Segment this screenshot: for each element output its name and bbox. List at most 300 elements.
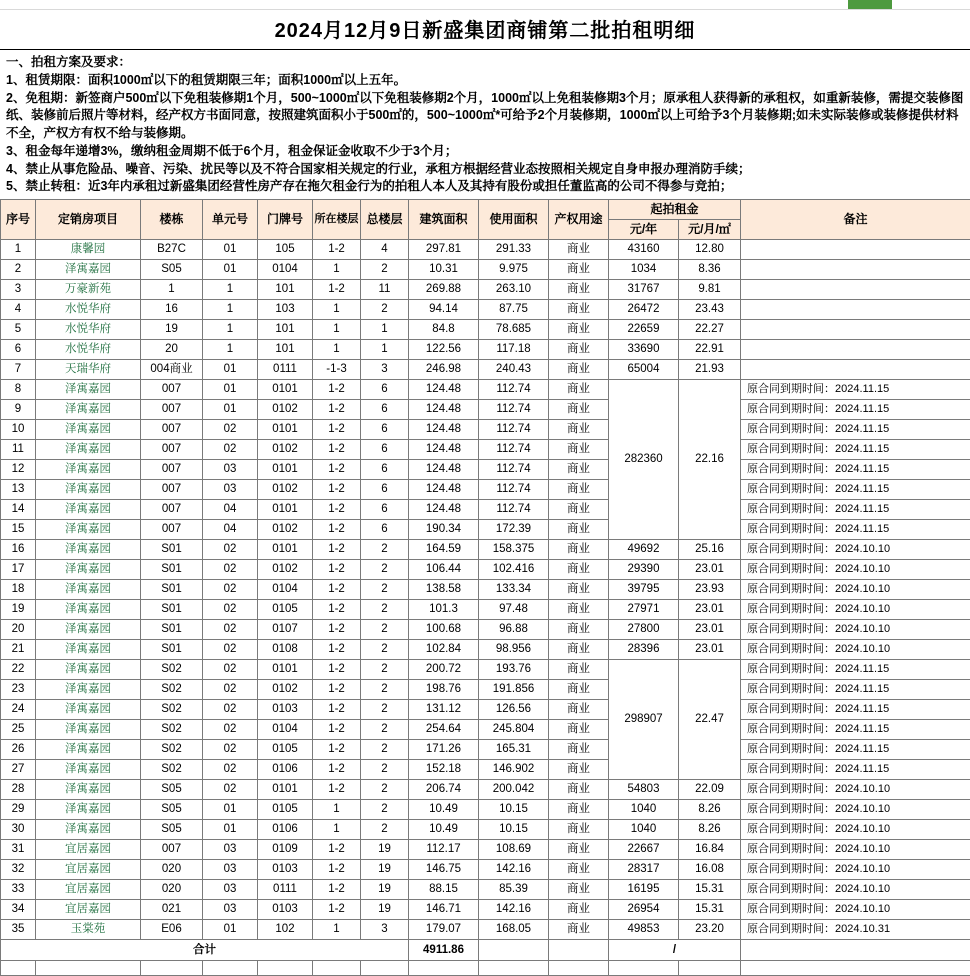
row-unit: 02 (203, 780, 258, 800)
row-build-area: 124.48 (409, 420, 479, 440)
row-unit: 01 (203, 400, 258, 420)
row-build-area: 131.12 (409, 700, 479, 720)
row-floor-total: 2 (361, 680, 409, 700)
row-price-month: 23.01 (679, 640, 741, 660)
row-unit: 04 (203, 520, 258, 540)
row-usage: 商业 (549, 860, 609, 880)
row-unit: 02 (203, 720, 258, 740)
row-price-year: 28396 (609, 640, 679, 660)
row-use-area: 10.15 (479, 820, 549, 840)
table-row (1, 840, 970, 860)
row-usage: 商业 (549, 600, 609, 620)
row-project: 宜居嘉园 (36, 860, 141, 880)
row-use-area: 10.15 (479, 800, 549, 820)
row-floor-total: 2 (361, 760, 409, 780)
row-usage: 商业 (549, 440, 609, 460)
row-usage: 商业 (549, 820, 609, 840)
row-unit: 03 (203, 860, 258, 880)
table-row (1, 340, 970, 360)
row-seq: 22 (1, 660, 36, 680)
row-unit: 02 (203, 580, 258, 600)
row-build-area: 146.71 (409, 900, 479, 920)
row-floor-total: 2 (361, 580, 409, 600)
row-use-area: 112.74 (479, 500, 549, 520)
row-floor-total: 19 (361, 900, 409, 920)
row-use-area: 146.902 (479, 760, 549, 780)
row-remark: 原合同到期时间：2024.11.15 (741, 700, 970, 720)
row-project: 泽寓嘉园 (36, 500, 141, 520)
row-price-month: 16.84 (679, 840, 741, 860)
row-seq: 13 (1, 480, 36, 500)
row-remark: 原合同到期时间：2024.11.15 (741, 760, 970, 780)
row-floor-total: 6 (361, 520, 409, 540)
row-seq: 31 (1, 840, 36, 860)
blank-cell-10 (549, 961, 609, 976)
row-use-area: 240.43 (479, 360, 549, 380)
row-door: 0102 (258, 560, 313, 580)
table-row (1, 580, 970, 600)
row-unit: 02 (203, 680, 258, 700)
row-price-year: 282360 (609, 380, 679, 540)
row-price-month: 23.01 (679, 620, 741, 640)
table-row (1, 780, 970, 800)
row-project: 泽寓嘉园 (36, 720, 141, 740)
row-building: 007 (141, 400, 203, 420)
row-floor-in: 1-2 (313, 520, 361, 540)
row-use-area: 78.685 (479, 320, 549, 340)
row-price-year: 1040 (609, 820, 679, 840)
row-seq: 32 (1, 860, 36, 880)
row-unit: 02 (203, 760, 258, 780)
chrome-divider (0, 9, 970, 10)
row-building: S02 (141, 720, 203, 740)
row-use-area: 117.18 (479, 340, 549, 360)
row-building: 021 (141, 900, 203, 920)
row-seq: 9 (1, 400, 36, 420)
row-building: B27C (141, 240, 203, 260)
row-building: S01 (141, 620, 203, 640)
row-usage: 商业 (549, 420, 609, 440)
row-door: 105 (258, 240, 313, 260)
row-seq: 7 (1, 360, 36, 380)
row-building: 007 (141, 440, 203, 460)
row-unit: 02 (203, 540, 258, 560)
row-price-year: 27800 (609, 620, 679, 640)
row-floor-in: 1 (313, 920, 361, 940)
row-price-year: 31767 (609, 280, 679, 300)
row-seq: 12 (1, 460, 36, 480)
row-use-area: 263.10 (479, 280, 549, 300)
row-usage: 商业 (549, 260, 609, 280)
row-unit: 02 (203, 620, 258, 640)
row-price-year: 22659 (609, 320, 679, 340)
row-floor-total: 2 (361, 560, 409, 580)
row-use-area: 200.042 (479, 780, 549, 800)
row-project: 泽寓嘉园 (36, 600, 141, 620)
row-use-area: 112.74 (479, 440, 549, 460)
total-row (1, 940, 970, 961)
row-remark (741, 360, 970, 380)
row-floor-in: 1-2 (313, 240, 361, 260)
table-row (1, 320, 970, 340)
blank-cell-9 (479, 961, 549, 976)
row-seq: 19 (1, 600, 36, 620)
table-row (1, 300, 970, 320)
row-build-area: 124.48 (409, 460, 479, 480)
row-door: 0105 (258, 800, 313, 820)
row-door: 0102 (258, 400, 313, 420)
row-price-month: 22.16 (679, 380, 741, 540)
row-building: S02 (141, 680, 203, 700)
row-build-area: 10.49 (409, 800, 479, 820)
row-price-year: 27971 (609, 600, 679, 620)
table-row (1, 420, 970, 440)
row-project: 泽寓嘉园 (36, 260, 141, 280)
row-usage: 商业 (549, 380, 609, 400)
row-unit: 02 (203, 640, 258, 660)
row-door: 0101 (258, 660, 313, 680)
row-price-month: 8.26 (679, 820, 741, 840)
row-price-month: 22.27 (679, 320, 741, 340)
total-usage (549, 940, 609, 961)
row-use-area: 126.56 (479, 700, 549, 720)
row-remark: 原合同到期时间：2024.10.10 (741, 560, 970, 580)
row-building: S01 (141, 600, 203, 620)
row-seq: 28 (1, 780, 36, 800)
row-price-year: 22667 (609, 840, 679, 860)
row-price-year: 29390 (609, 560, 679, 580)
auction-notes (0, 50, 970, 199)
row-project: 泽寓嘉园 (36, 820, 141, 840)
row-door: 0111 (258, 360, 313, 380)
row-remark: 原合同到期时间：2024.10.10 (741, 640, 970, 660)
row-build-area: 246.98 (409, 360, 479, 380)
row-use-area: 9.975 (479, 260, 549, 280)
row-remark: 原合同到期时间：2024.11.15 (741, 680, 970, 700)
row-use-area: 193.76 (479, 660, 549, 680)
table-row (1, 820, 970, 840)
row-use-area: 87.75 (479, 300, 549, 320)
row-build-area: 297.81 (409, 240, 479, 260)
row-seq: 8 (1, 380, 36, 400)
row-seq: 17 (1, 560, 36, 580)
row-seq: 26 (1, 740, 36, 760)
row-price-month: 9.81 (679, 280, 741, 300)
row-use-area: 172.39 (479, 520, 549, 540)
row-build-area: 10.31 (409, 260, 479, 280)
row-build-area: 164.59 (409, 540, 479, 560)
row-door: 103 (258, 300, 313, 320)
row-door: 0108 (258, 640, 313, 660)
row-building: S02 (141, 760, 203, 780)
row-floor-in: 1-2 (313, 840, 361, 860)
row-price-year: 1040 (609, 800, 679, 820)
row-door: 0101 (258, 780, 313, 800)
row-floor-in: 1-2 (313, 680, 361, 700)
row-remark: 原合同到期时间：2024.11.15 (741, 740, 970, 760)
row-building: S05 (141, 780, 203, 800)
row-floor-in: 1-2 (313, 780, 361, 800)
row-unit: 01 (203, 820, 258, 840)
row-usage: 商业 (549, 920, 609, 940)
row-project: 宜居嘉园 (36, 900, 141, 920)
row-unit: 01 (203, 920, 258, 940)
row-project: 水悦华府 (36, 340, 141, 360)
row-build-area: 88.15 (409, 880, 479, 900)
th-price-year: 元/年 (609, 220, 679, 240)
row-unit: 1 (203, 280, 258, 300)
th-build-area: 建筑面积 (409, 200, 479, 240)
row-building: 020 (141, 860, 203, 880)
row-seq: 10 (1, 420, 36, 440)
table-row (1, 720, 970, 740)
th-use-area: 使用面积 (479, 200, 549, 240)
row-usage: 商业 (549, 780, 609, 800)
row-door: 0101 (258, 500, 313, 520)
row-price-year: 298907 (609, 660, 679, 780)
row-door: 0101 (258, 420, 313, 440)
row-use-area: 96.88 (479, 620, 549, 640)
th-seq: 序号 (1, 200, 36, 240)
table-row (1, 740, 970, 760)
row-remark: 原合同到期时间：2024.10.10 (741, 780, 970, 800)
row-floor-total: 3 (361, 360, 409, 380)
row-use-area: 98.956 (479, 640, 549, 660)
row-building: 004商业 (141, 360, 203, 380)
table-row (1, 240, 970, 260)
row-floor-total: 19 (361, 840, 409, 860)
row-floor-in: 1-2 (313, 380, 361, 400)
row-price-year: 49692 (609, 540, 679, 560)
row-floor-in: 1-2 (313, 480, 361, 500)
table-row (1, 660, 970, 680)
row-building: 16 (141, 300, 203, 320)
trailing-blank-row (1, 961, 970, 976)
note-line-2: 2、免租期：新签商户500㎡以下免租装修期1个月，500~1000㎡以下免租装修期2个月，1000㎡以上免租装修期3个月；原承租人获得新的承租权，如重新装修，需提交装修图纸、装修前后照片等材料，经产权方书面同意，按照建筑面积小于500㎡的，500~1000㎡*可给予2个月装修期，1000㎡以上可给予3个月装修期;如未实际装修或装修提供材料不全，产权方有权不给与装修期。 (6, 90, 964, 143)
row-unit: 01 (203, 260, 258, 280)
row-building: S05 (141, 820, 203, 840)
row-seq: 4 (1, 300, 36, 320)
row-door: 101 (258, 280, 313, 300)
row-use-area: 133.34 (479, 580, 549, 600)
row-door: 0102 (258, 680, 313, 700)
row-usage: 商业 (549, 240, 609, 260)
row-unit: 01 (203, 240, 258, 260)
row-floor-in: 1-2 (313, 720, 361, 740)
row-building: 19 (141, 320, 203, 340)
row-remark (741, 240, 970, 260)
row-usage: 商业 (549, 640, 609, 660)
row-build-area: 100.68 (409, 620, 479, 640)
row-price-year: 26954 (609, 900, 679, 920)
blank-cell-2 (36, 961, 141, 976)
row-price-month: 23.01 (679, 560, 741, 580)
row-floor-total: 11 (361, 280, 409, 300)
row-build-area: 94.14 (409, 300, 479, 320)
row-floor-in: 1-2 (313, 640, 361, 660)
row-unit: 03 (203, 900, 258, 920)
row-build-area: 124.48 (409, 380, 479, 400)
row-project: 泽寓嘉园 (36, 780, 141, 800)
row-floor-in: 1-2 (313, 560, 361, 580)
row-usage: 商业 (549, 540, 609, 560)
row-door: 0109 (258, 840, 313, 860)
row-use-area: 102.416 (479, 560, 549, 580)
total-build-area: 4911.86 (409, 940, 479, 961)
table-row (1, 440, 970, 460)
row-building: 20 (141, 340, 203, 360)
row-usage: 商业 (549, 400, 609, 420)
row-door: 102 (258, 920, 313, 940)
row-building: 020 (141, 880, 203, 900)
row-floor-total: 6 (361, 460, 409, 480)
row-price-month: 15.31 (679, 880, 741, 900)
row-seq: 35 (1, 920, 36, 940)
table-row (1, 600, 970, 620)
row-door: 0102 (258, 520, 313, 540)
row-building: 007 (141, 500, 203, 520)
row-project: 泽寓嘉园 (36, 800, 141, 820)
row-building: 007 (141, 380, 203, 400)
row-building: 007 (141, 460, 203, 480)
row-project: 泽寓嘉园 (36, 480, 141, 500)
row-seq: 5 (1, 320, 36, 340)
row-floor-in: 1 (313, 300, 361, 320)
row-project: 泽寓嘉园 (36, 760, 141, 780)
row-price-month: 23.43 (679, 300, 741, 320)
row-build-area: 124.48 (409, 400, 479, 420)
row-build-area: 206.74 (409, 780, 479, 800)
row-floor-total: 6 (361, 400, 409, 420)
row-usage: 商业 (549, 500, 609, 520)
row-floor-total: 2 (361, 600, 409, 620)
row-seq: 21 (1, 640, 36, 660)
row-remark: 原合同到期时间：2024.11.15 (741, 500, 970, 520)
row-seq: 34 (1, 900, 36, 920)
row-usage: 商业 (549, 800, 609, 820)
table-row (1, 540, 970, 560)
row-floor-total: 19 (361, 860, 409, 880)
row-floor-in: 1-2 (313, 740, 361, 760)
blank-cell-1 (1, 961, 36, 976)
window-chrome-strip (0, 0, 970, 10)
row-project: 水悦华府 (36, 300, 141, 320)
row-price-year: 1034 (609, 260, 679, 280)
row-project: 万豪新苑 (36, 280, 141, 300)
note-line-5: 5、禁止转租：近3年内承租过新盛集团经营性房产存在拖欠租金行为的拍租人本人及其持有股份或担任董监高的公司不得参与竞拍； (6, 178, 964, 196)
row-door: 0101 (258, 460, 313, 480)
row-project: 泽寓嘉园 (36, 420, 141, 440)
row-remark: 原合同到期时间：2024.10.10 (741, 540, 970, 560)
row-use-area: 291.33 (479, 240, 549, 260)
blank-cell-8 (409, 961, 479, 976)
row-building: S02 (141, 740, 203, 760)
row-floor-total: 2 (361, 720, 409, 740)
row-floor-total: 2 (361, 700, 409, 720)
row-door: 0111 (258, 880, 313, 900)
table-row (1, 880, 970, 900)
row-price-month: 23.93 (679, 580, 741, 600)
row-use-area: 112.74 (479, 480, 549, 500)
table-row (1, 900, 970, 920)
row-remark: 原合同到期时间：2024.10.10 (741, 620, 970, 640)
row-build-area: 106.44 (409, 560, 479, 580)
row-unit: 02 (203, 420, 258, 440)
row-project: 宜居嘉园 (36, 880, 141, 900)
blank-cell-7 (361, 961, 409, 976)
row-usage: 商业 (549, 680, 609, 700)
row-remark: 原合同到期时间：2024.11.15 (741, 520, 970, 540)
table-body (1, 240, 970, 940)
row-project: 宜居嘉园 (36, 840, 141, 860)
note-line-0: 一、拍租方案及要求： (6, 54, 964, 72)
row-floor-total: 2 (361, 540, 409, 560)
row-seq: 20 (1, 620, 36, 640)
table-row (1, 800, 970, 820)
row-price-month: 8.26 (679, 800, 741, 820)
blank-cell-11 (609, 961, 679, 976)
table-row (1, 380, 970, 400)
table-header-row-1 (1, 200, 970, 220)
row-remark: 原合同到期时间：2024.10.10 (741, 820, 970, 840)
row-price-year: 39795 (609, 580, 679, 600)
row-build-area: 124.48 (409, 440, 479, 460)
row-unit: 03 (203, 880, 258, 900)
th-usage: 产权用途 (549, 200, 609, 240)
row-price-month: 22.47 (679, 660, 741, 780)
row-remark: 原合同到期时间：2024.10.31 (741, 920, 970, 940)
row-unit: 03 (203, 840, 258, 860)
row-remark: 原合同到期时间：2024.10.10 (741, 860, 970, 880)
row-remark: 原合同到期时间：2024.11.15 (741, 440, 970, 460)
row-unit: 02 (203, 700, 258, 720)
row-usage: 商业 (549, 900, 609, 920)
row-building: S01 (141, 580, 203, 600)
table-row (1, 620, 970, 640)
row-project: 泽寓嘉园 (36, 640, 141, 660)
row-building: 007 (141, 840, 203, 860)
auction-detail-table (0, 199, 970, 976)
row-floor-in: 1-2 (313, 880, 361, 900)
row-floor-total: 2 (361, 300, 409, 320)
row-seq: 2 (1, 260, 36, 280)
row-build-area: 269.88 (409, 280, 479, 300)
row-price-month: 8.36 (679, 260, 741, 280)
row-build-area: 198.76 (409, 680, 479, 700)
row-floor-in: 1-2 (313, 400, 361, 420)
row-remark: 原合同到期时间：2024.11.15 (741, 480, 970, 500)
row-floor-in: 1-2 (313, 900, 361, 920)
row-build-area: 190.34 (409, 520, 479, 540)
row-build-area: 10.49 (409, 820, 479, 840)
row-price-month: 15.31 (679, 900, 741, 920)
row-project: 泽寓嘉园 (36, 400, 141, 420)
row-seq: 30 (1, 820, 36, 840)
row-seq: 23 (1, 680, 36, 700)
row-floor-in: 1 (313, 260, 361, 280)
th-price-group: 起拍租金 (609, 200, 741, 220)
row-seq: 33 (1, 880, 36, 900)
row-floor-total: 1 (361, 340, 409, 360)
th-price-month: 元/月/㎡ (679, 220, 741, 240)
row-price-year: 33690 (609, 340, 679, 360)
row-unit: 02 (203, 440, 258, 460)
blank-cell-3 (141, 961, 203, 976)
row-unit: 02 (203, 560, 258, 580)
row-unit: 02 (203, 740, 258, 760)
table-row (1, 680, 970, 700)
row-use-area: 168.05 (479, 920, 549, 940)
